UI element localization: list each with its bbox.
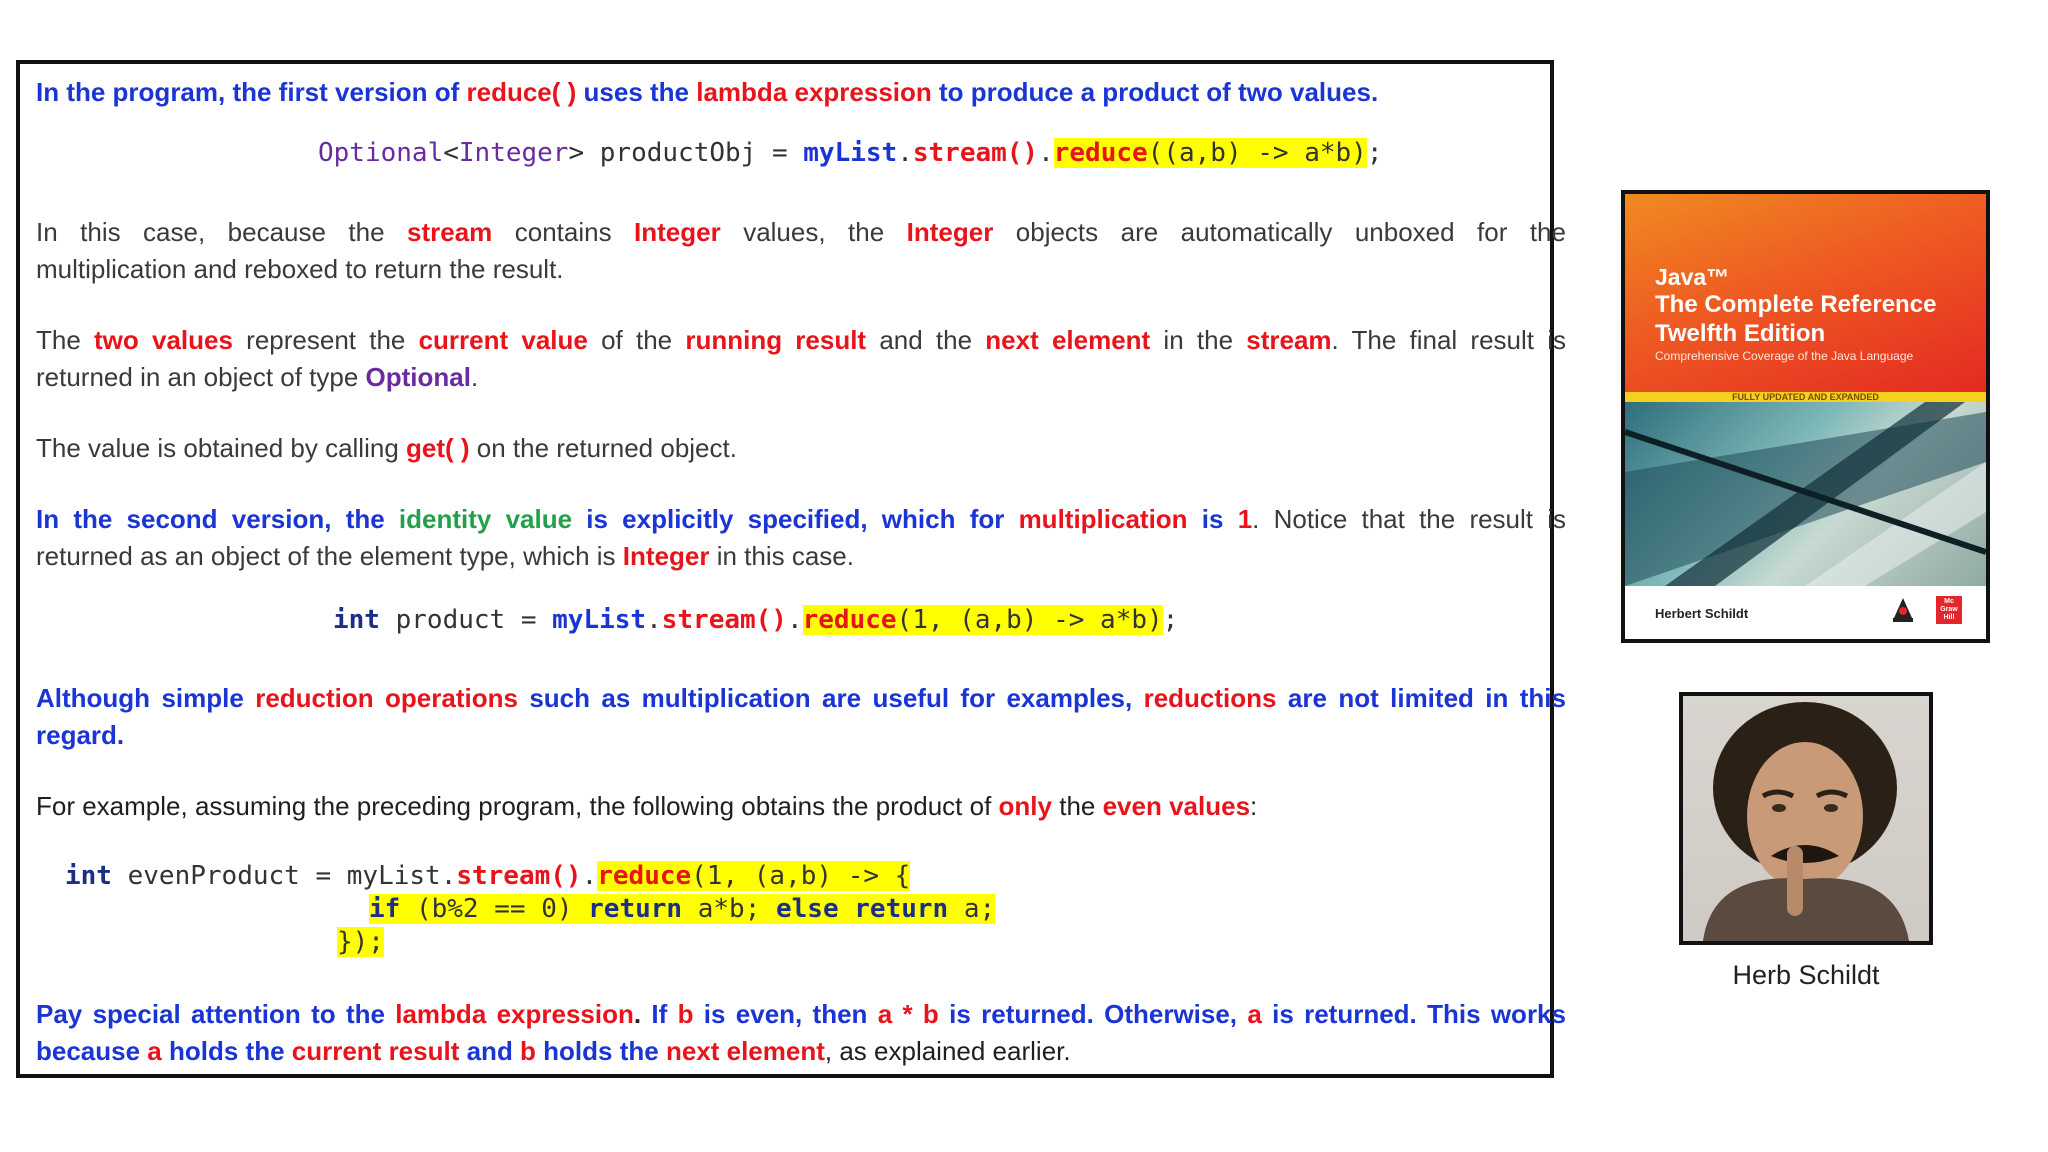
author-photo bbox=[1683, 696, 1929, 941]
text: Integer bbox=[622, 541, 710, 571]
code-token: stream() bbox=[912, 138, 1039, 168]
book-author: Herbert Schildt bbox=[1655, 606, 1749, 621]
code-token: return bbox=[854, 894, 949, 924]
text: stream bbox=[407, 217, 493, 247]
code-token: int bbox=[333, 605, 380, 635]
text: stream bbox=[1246, 325, 1332, 355]
book-cover-photo bbox=[1625, 402, 1986, 586]
building-illustration bbox=[1625, 402, 1986, 586]
second-version-paragraph bbox=[36, 501, 1566, 575]
text: on the returned object. bbox=[469, 433, 737, 463]
text: multiplication bbox=[1018, 504, 1188, 534]
line bbox=[36, 322, 1566, 359]
publisher-logo: Mc Graw Hill bbox=[1936, 596, 1962, 624]
text: In the second version, the bbox=[36, 504, 399, 534]
text: next element bbox=[665, 1036, 825, 1066]
text: running result bbox=[685, 325, 867, 355]
text: Integer bbox=[906, 217, 994, 247]
author-portrait bbox=[1679, 692, 1933, 945]
text: , as explained earlier. bbox=[824, 1036, 1071, 1066]
text: Pay special attention to the bbox=[36, 999, 396, 1029]
text: If bbox=[651, 999, 678, 1029]
text: even values bbox=[1102, 791, 1251, 821]
text: represent the bbox=[232, 325, 419, 355]
text: is explicitly specified, which for bbox=[572, 504, 1019, 534]
code-even-product-line2 bbox=[369, 893, 995, 926]
text: a * b bbox=[877, 999, 939, 1029]
code-token: . bbox=[646, 605, 662, 635]
line bbox=[36, 680, 1566, 717]
code-token: else bbox=[776, 894, 839, 924]
intro-paragraph bbox=[36, 74, 1566, 111]
code-token: (1, (a,b) -> { bbox=[691, 861, 911, 891]
text: is bbox=[1187, 504, 1238, 534]
code-product bbox=[333, 604, 1178, 637]
text: reduce( ) bbox=[466, 77, 577, 107]
text: . Notice that the result is bbox=[1252, 504, 1567, 534]
text: is returned. This works bbox=[1261, 999, 1566, 1029]
text: contains bbox=[492, 217, 635, 247]
text: identity value bbox=[398, 504, 573, 534]
code-token: Optional bbox=[318, 138, 444, 168]
text: holds the bbox=[161, 1036, 292, 1066]
text: . bbox=[633, 999, 652, 1029]
text: Although simple bbox=[36, 683, 256, 713]
code-token: stream() bbox=[456, 861, 582, 891]
code-token: myList bbox=[803, 138, 898, 168]
text: of the bbox=[587, 325, 686, 355]
text: to produce a product of two values. bbox=[931, 77, 1379, 107]
text: get( ) bbox=[406, 433, 470, 463]
text: a bbox=[1247, 999, 1262, 1029]
line bbox=[36, 538, 1566, 575]
line: multiplication and reboxed to return the result. bbox=[36, 254, 564, 284]
code-token: reduce bbox=[802, 605, 897, 635]
code-token: }); bbox=[337, 927, 384, 957]
text: current result bbox=[291, 1036, 460, 1066]
text: and the bbox=[866, 325, 986, 355]
code-token: ; bbox=[1366, 138, 1383, 168]
text: current value bbox=[418, 325, 588, 355]
code-token: reduce bbox=[597, 861, 692, 891]
code-token: . bbox=[581, 861, 598, 891]
text: In this case, because the bbox=[36, 217, 408, 247]
book-cover-footer bbox=[1625, 586, 1986, 639]
text: returned as an object of the element type, which is bbox=[36, 541, 623, 571]
line bbox=[36, 996, 1566, 1033]
text: and bbox=[459, 1036, 521, 1066]
text: because bbox=[36, 1036, 148, 1066]
text: returned in an object of type bbox=[36, 362, 366, 392]
code-token: (1, (a,b) -> a*b) bbox=[896, 605, 1163, 635]
get-paragraph bbox=[36, 430, 1566, 467]
text: b bbox=[520, 1036, 536, 1066]
code-token: (b%2 == 0) bbox=[400, 894, 589, 924]
text: are not limited in this bbox=[1276, 683, 1566, 713]
code-token: int bbox=[65, 861, 112, 891]
code-token: ((a,b) -> a*b) bbox=[1147, 138, 1367, 168]
code-token: product = bbox=[379, 605, 553, 635]
code-token: . bbox=[1038, 138, 1054, 168]
code-token bbox=[839, 894, 855, 924]
text: lambda expression bbox=[696, 77, 932, 107]
text: Optional bbox=[365, 362, 471, 392]
text: reductions bbox=[1143, 683, 1277, 713]
content-frame bbox=[16, 60, 1567, 1078]
code-token: . bbox=[897, 138, 913, 168]
code-token: stream() bbox=[661, 605, 787, 635]
text: only bbox=[998, 791, 1052, 821]
text: Integer bbox=[634, 217, 721, 247]
code-token: > productObj = bbox=[568, 138, 804, 168]
reductions-paragraph bbox=[36, 680, 1566, 754]
portrait-caption: Herb Schildt bbox=[1732, 960, 1880, 990]
text: values, the bbox=[720, 217, 907, 247]
text: such as multiplication are useful for examples, bbox=[517, 683, 1144, 713]
text: holds the bbox=[535, 1036, 666, 1066]
text: is even, then bbox=[693, 999, 878, 1029]
two-values-paragraph bbox=[36, 322, 1566, 396]
code-token: < bbox=[443, 138, 459, 168]
text: next element bbox=[985, 325, 1151, 355]
text: 1 bbox=[1237, 504, 1253, 534]
text: a bbox=[147, 1036, 162, 1066]
text: b bbox=[677, 999, 694, 1029]
unboxing-paragraph bbox=[36, 214, 1566, 288]
code-token: return bbox=[588, 894, 683, 924]
java-duke-icon bbox=[1890, 596, 1916, 624]
text: . The final result is bbox=[1331, 325, 1566, 355]
text: reduction operations bbox=[255, 683, 518, 713]
text: in this case. bbox=[709, 541, 854, 571]
code-token: a; bbox=[948, 894, 996, 924]
text: : bbox=[1250, 791, 1258, 821]
code-token: ; bbox=[1162, 605, 1179, 635]
text: objects are automatically unboxed for the bbox=[993, 217, 1566, 247]
text: in the bbox=[1150, 325, 1247, 355]
text: For example, assuming the preceding program, the following obtains the product of bbox=[36, 791, 999, 821]
book-subtitle: Comprehensive Coverage of the Java Language bbox=[1655, 349, 1914, 363]
text: uses the bbox=[576, 77, 697, 107]
code-token: . bbox=[786, 605, 803, 635]
text: The value is obtained by calling bbox=[36, 433, 407, 463]
line: regard. bbox=[36, 720, 125, 750]
line bbox=[36, 359, 1566, 396]
book-cover bbox=[1621, 190, 1990, 643]
text: two values bbox=[94, 325, 233, 355]
code-token: reduce bbox=[1053, 138, 1148, 168]
text: The bbox=[36, 325, 95, 355]
book-title-java: Java™ bbox=[1655, 264, 1730, 290]
code-even-product bbox=[65, 860, 910, 893]
code-even-product-line3 bbox=[337, 926, 384, 959]
text: . bbox=[470, 362, 479, 392]
text: the bbox=[1052, 791, 1103, 821]
book-band: FULLY UPDATED AND EXPANDED bbox=[1625, 392, 1986, 402]
text: lambda expression bbox=[395, 999, 634, 1029]
code-product-obj bbox=[318, 137, 1382, 170]
code-token: a*b; bbox=[682, 894, 776, 924]
book-title: The Complete Reference Twelfth Edition bbox=[1655, 291, 1937, 347]
code-token: evenProduct = myList. bbox=[111, 861, 457, 891]
code-token: myList bbox=[552, 605, 647, 635]
code-token: if bbox=[369, 894, 401, 924]
code-token: Integer bbox=[458, 138, 569, 168]
line bbox=[36, 214, 1566, 251]
attention-paragraph bbox=[36, 996, 1566, 1070]
line bbox=[36, 501, 1566, 538]
example-paragraph bbox=[36, 788, 1566, 825]
line bbox=[36, 1033, 1566, 1070]
text: In the program, the first version of bbox=[36, 77, 467, 107]
text: is returned. Otherwise, bbox=[938, 999, 1248, 1029]
